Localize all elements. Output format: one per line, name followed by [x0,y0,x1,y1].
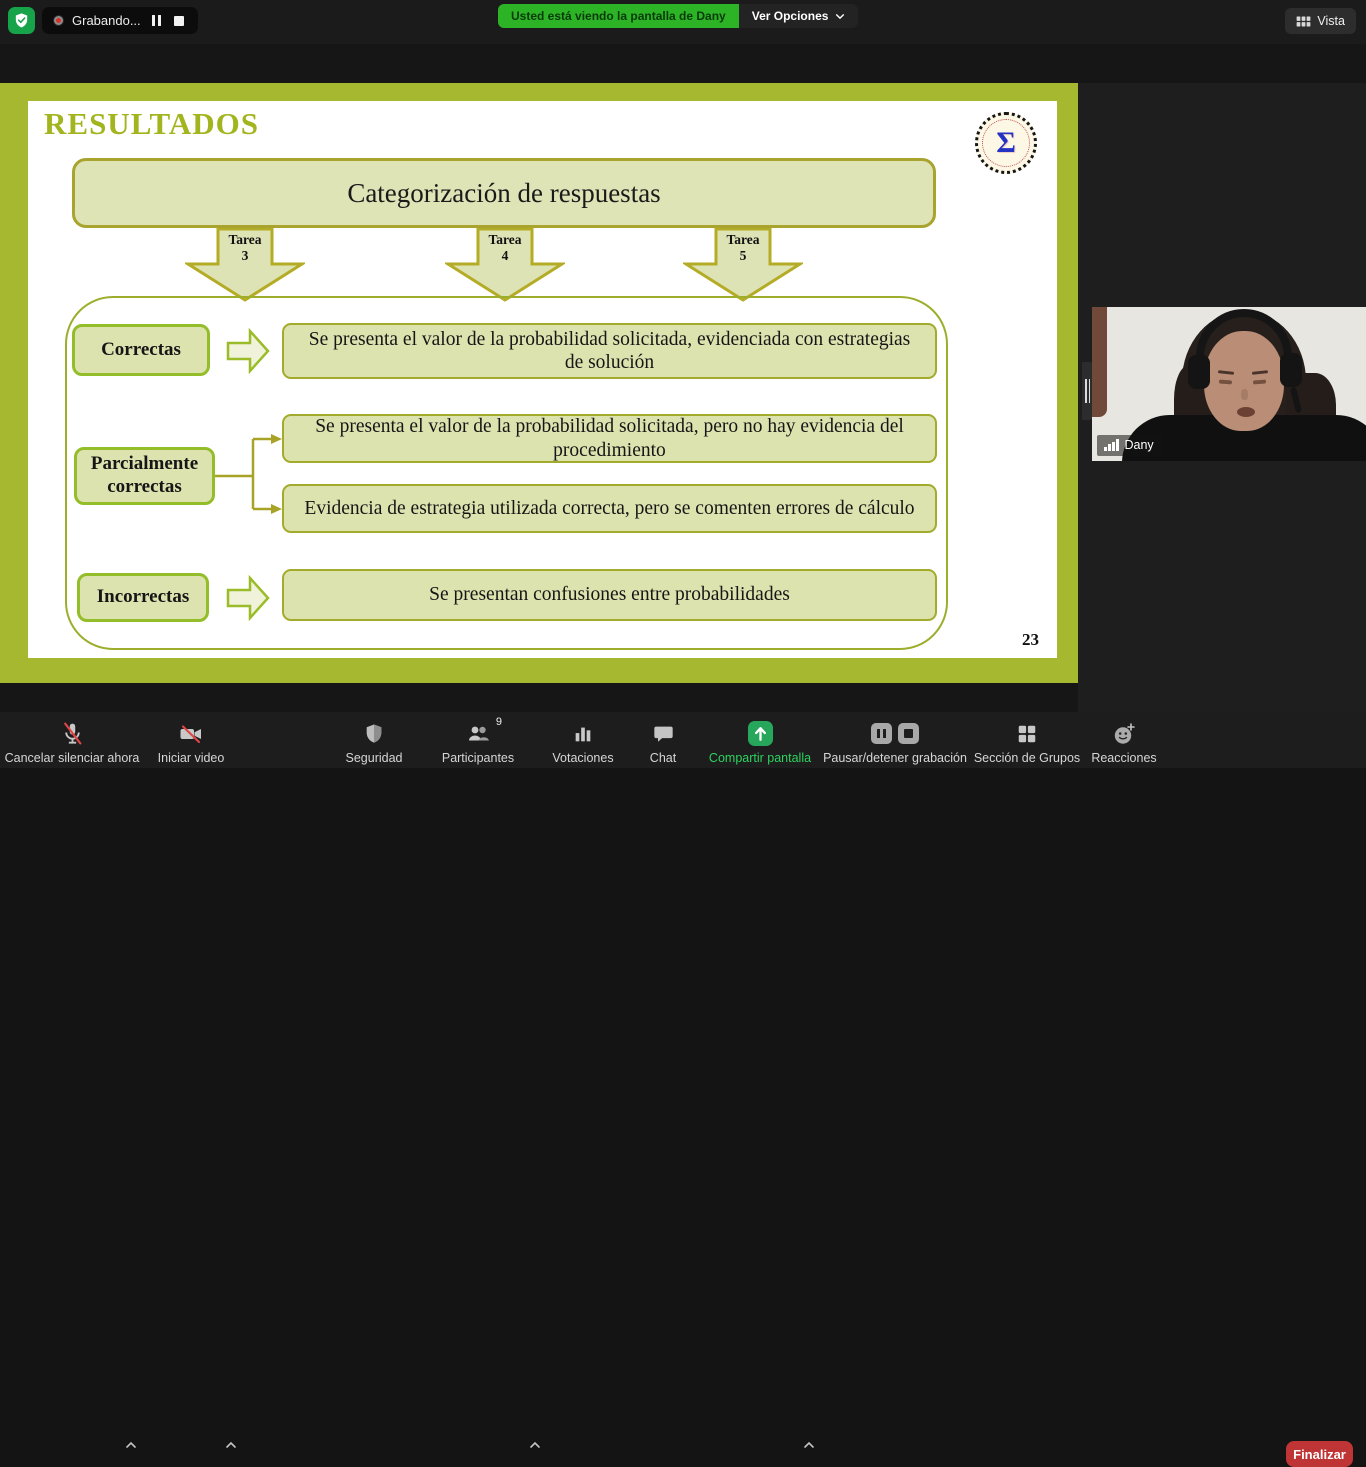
view-options-label: Ver Opciones [751,9,829,23]
presentation-slide [28,101,1057,658]
task-label-3: Tarea 3 [228,232,262,264]
share-screen-icon [747,720,774,747]
unmute-label: Cancelar silenciar ahora [4,751,140,765]
start-video-button[interactable] [145,716,237,765]
category-text-correctas: Se presenta el valor de la probabilidad solicitada, evidenciada con estrategias de solución [282,323,937,379]
shield-check-icon [13,12,30,29]
participants-button[interactable] [423,716,533,765]
person-mouth [1237,407,1255,417]
smiley-plus-icon [1112,720,1136,747]
participant-name-tag [1097,435,1163,457]
category-label-parcialmente: Parcialmente correctas [74,447,215,505]
grid-view-icon [1296,15,1311,28]
polls-label: Votaciones [552,751,614,765]
logo-ring [982,119,1030,167]
participants-options-chevron[interactable] [526,1436,544,1454]
polls-button[interactable] [538,716,628,765]
chat-button[interactable] [633,716,693,765]
security-shield-icon [363,720,385,747]
pause-stop-icons [871,720,919,747]
slide-header-box: Categorización de respuestas [72,158,936,228]
end-meeting-button[interactable]: Finalizar [1286,1441,1353,1467]
participants-icon [464,716,502,747]
sigma-symbol: Σ [996,126,1016,159]
video-background-door [1092,307,1107,417]
participants-count: 9 [495,716,502,728]
grid-icon [1016,720,1038,747]
view-options-button[interactable] [739,4,859,28]
meeting-security-shield-icon[interactable] [8,7,35,34]
reactions-button[interactable] [1079,716,1169,765]
video-off-icon [178,720,204,747]
recording-label: Grabando... [72,13,141,28]
share-screen-button[interactable] [695,716,825,765]
participant-name: Dany [1124,437,1154,452]
mic-muted-icon [60,720,85,747]
category-label-correctas: Correctas [72,324,210,376]
participants-label: Participantes [441,751,515,765]
breakout-rooms-label: Sección de Grupos [973,751,1081,765]
headphone-cup [1188,355,1210,389]
arrow-right-icon [226,575,270,621]
screen-share-banner [498,4,858,28]
pause-stop-recording-button[interactable] [810,716,980,765]
category-label-incorrectas: Incorrectas [77,573,209,622]
top-bar [0,0,1366,44]
share-options-chevron[interactable] [800,1436,818,1454]
recording-indicator [42,7,198,34]
bar-chart-icon [572,720,594,747]
slide-page-number: 23 [1022,630,1039,649]
video-options-chevron[interactable] [222,1436,240,1454]
audio-options-chevron[interactable] [122,1436,140,1454]
category-text-parcialmente-2: Evidencia de estrategia utilizada correcta, pero se comenten errores de cálculo [282,484,937,533]
pause-stop-label: Pausar/detener grabación [823,751,967,765]
stop-recording-button[interactable] [172,14,186,28]
stop-recording-icon[interactable] [898,723,919,744]
headphone-cup [1280,353,1302,387]
chevron-down-icon [835,13,845,20]
reactions-label: Reacciones [1091,751,1157,765]
task-label-4: Tarea 4 [488,232,522,264]
pause-recording-button[interactable] [150,13,163,28]
university-logo [975,112,1037,174]
pause-recording-icon[interactable] [871,723,892,744]
view-button-label: Vista [1317,14,1345,28]
security-button[interactable] [334,716,414,765]
chat-label: Chat [649,751,677,765]
audio-level-icon [1104,439,1119,451]
breakout-rooms-button[interactable] [962,716,1092,765]
start-video-label: Iniciar video [157,751,225,765]
headphones-band [1196,309,1292,361]
share-screen-label: Compartir pantalla [708,751,812,765]
arrow-right-icon [226,328,270,374]
slide-title: RESULTADOS [44,106,260,141]
view-button[interactable] [1285,8,1356,34]
unmute-button[interactable] [2,716,142,765]
recording-dot-icon [54,16,63,25]
category-text-parcialmente-1: Se presenta el valor de la probabilidad solicitada, pero no hay evidencia del procedimiento [282,414,937,463]
chat-bubble-icon [652,720,675,747]
viewing-screen-banner: Usted está viendo la pantalla de Dany [498,4,739,28]
category-text-incorrectas: Se presentan confusiones entre probabilidades [282,569,937,621]
meeting-toolbar [0,712,1366,1462]
pause-icon [152,15,155,26]
branch-connector-icon [213,429,284,519]
stop-icon [174,16,184,26]
task-label-5: Tarea 5 [726,232,760,264]
shared-screen [0,83,1078,683]
security-label: Seguridad [345,751,403,765]
participant-video-dany[interactable] [1092,307,1366,461]
